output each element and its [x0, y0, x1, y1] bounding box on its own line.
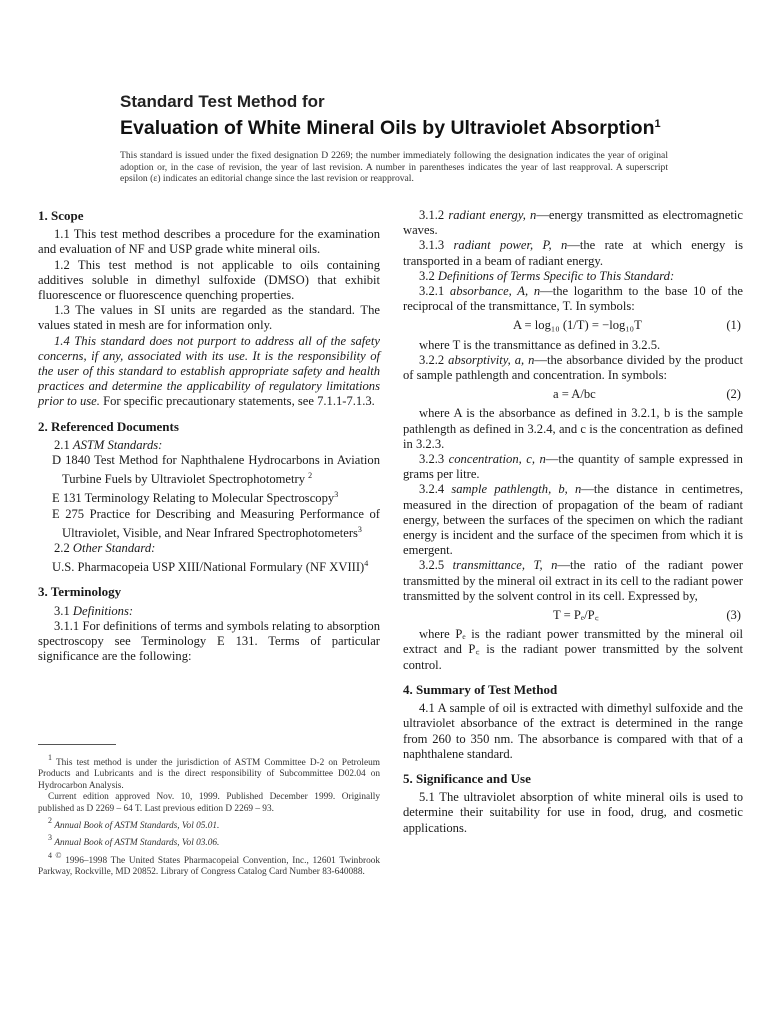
paragraph-3-1-1: 3.1.1 For definitions of terms and symbols relating to absorption spectroscopy see Terminology E 131. Terms of particular significance are the following:	[38, 618, 380, 664]
equation-number: (2)	[726, 387, 741, 402]
definition-text: —the logarithm to the base 10 of the reciprocal of the transmittance, T. In symbols:	[403, 284, 743, 314]
reference-d1840	[38, 453, 380, 487]
document-title	[120, 112, 680, 140]
footnote-mark: 1	[48, 753, 52, 762]
footnote-divider	[38, 744, 116, 745]
footnote-4	[38, 850, 380, 879]
definition-absorptivity	[403, 353, 743, 383]
left-column	[38, 208, 380, 664]
definition-text: —the rate at which energy is transported in a beam of radiant energy.	[403, 238, 743, 268]
reference-usp	[38, 556, 380, 575]
definition-term: concentration, c, n	[448, 452, 546, 467]
subheading-number: 2.2	[54, 541, 70, 556]
definition-text: —the quantity of sample expressed in grams per litre.	[403, 452, 743, 482]
definition-term: radiant power, P, n	[453, 238, 568, 253]
definition-absorbance	[403, 284, 743, 314]
subheading-2-2	[38, 541, 380, 556]
equation-1-where: where T is the transmittance as defined in 3.2.5.	[419, 337, 661, 352]
reference-text: U.S. Pharmacopeia USP XIII/National Formulary (NF XVIII)	[52, 560, 365, 575]
right-column	[403, 208, 743, 836]
definition-number: 3.2.4	[419, 482, 445, 497]
paragraph-1-1: 1.1 This test method describes a procedure for the examination and evaluation of NF and USP grade white mineral oils.	[38, 227, 380, 257]
paragraph-5-1: 5.1 The ultraviolet absorption of white mineral oils is used to determine their suitability for use in food, drug, and cosmetic applications.	[403, 790, 743, 835]
footnote-mark: 2	[308, 471, 313, 481]
footnote-mark: 2	[48, 816, 52, 826]
section-heading-referenced-documents: 2. Referenced Documents	[38, 418, 179, 434]
reference-text: E 131 Terminology Relating to Molecular Spectroscopy	[52, 491, 335, 506]
subheading-label: Definitions:	[72, 603, 134, 618]
definition-term: sample pathlength, b, n	[451, 482, 582, 497]
title-footnote-mark: 1	[654, 118, 661, 130]
footnote-text: 1996–1998 The United States Pharmacopeial Convention, Inc., 12601 Twinbrook Parkway, Rockville, MD 20852. Library of Congress Catalog Card Number 83-640088.	[38, 855, 381, 878]
reference-e131	[38, 487, 380, 506]
definition-transmittance	[403, 558, 743, 604]
safety-caveat: 1.4 This standard does not purport to address all of the safety concerns, if any, associated with its use. It is the responsibility of the user of this standard to establish appropriate safety and health practices and determine the applicability of regulatory limitations prior to use.	[38, 333, 380, 409]
equation-1	[403, 318, 743, 333]
reference-text: D 1840 Test Method for Naphthalene Hydrocarbons in Aviation Turbine Fuels by Ultraviolet Spectrophotometry	[52, 453, 380, 487]
subheading-number: 2.1	[54, 437, 70, 452]
footnote-2	[38, 815, 380, 832]
subheading-number: 3.2	[419, 268, 435, 283]
section-heading-summary: 4. Summary of Test Method	[403, 681, 558, 697]
subheading-label: Other Standard:	[72, 541, 156, 556]
definition-radiant-energy	[403, 208, 743, 238]
definition-sample-pathlength	[403, 482, 743, 558]
footnote-text: Annual Book of ASTM Standards, Vol 05.01.	[54, 821, 220, 832]
section-heading-scope: 1. Scope	[38, 208, 84, 223]
definition-number: 3.2.2	[419, 352, 445, 367]
paragraph-4-1: 4.1 A sample of oil is extracted with dimethyl sulfoxide and the ultraviolet absorbance of the extract is determined in the range from 260 to 350 nm. The absorbance is compared with that of a naphthalene standard.	[403, 701, 743, 761]
equation-number: (1)	[726, 318, 741, 333]
subheading-label: ASTM Standards:	[72, 437, 163, 452]
paragraph-1-2: 1.2 This test method is not applicable to oils containing additives soluble in dimethyl sulfoxide (DMSO) that exhibit fluorescence or fluorescence quenching properties.	[38, 257, 380, 303]
definition-number: 3.1.3	[419, 238, 445, 253]
safety-reference: For specific precautionary statements, see 7.1.1-7.1.3.	[99, 394, 375, 409]
equation-3	[403, 608, 743, 623]
title-block	[120, 92, 680, 140]
equation-number: (3)	[726, 608, 741, 623]
paragraph-1-4	[38, 334, 380, 410]
equation-2-where: where A is the absorbance as defined in 3.2.1, b is the sample pathlength as defined in 3.2.4, and c is the concentration as defined in 3.2.3.	[403, 406, 743, 451]
subheading-3-1	[38, 604, 380, 619]
definition-radiant-power	[403, 238, 743, 268]
definition-term: absorbance, A, n	[449, 284, 541, 299]
subheading-label: Definitions of Terms Specific to This Standard:	[437, 268, 675, 283]
subheading-number: 3.1	[54, 603, 70, 618]
definition-text: —the ratio of the radiant power transmitted by the mineral oil extract in its cell to the radiant power transmitted by the solvent control in its cell. Expressed by,	[403, 558, 743, 603]
section-heading-terminology: 3. Terminology	[38, 584, 122, 600]
footnote-text: Annual Book of ASTM Standards, Vol 03.06.	[54, 838, 220, 849]
definition-text: —energy transmitted as electromagnetic waves.	[403, 208, 744, 238]
equation-3-where: where Pₑ is the radiant power transmitted by the mineral oil extract and P꜀ is the radiant power transmitted by the solvent control.	[403, 627, 743, 672]
definition-concentration	[403, 452, 743, 482]
equation-2	[403, 387, 743, 402]
reference-e275	[38, 507, 380, 541]
title-line-1: Standard Test Method for	[120, 92, 325, 111]
equation-text: A = log₁₀ (1/T) = −log₁₀T	[513, 318, 642, 333]
footnote-mark: 4	[364, 559, 369, 569]
definition-number: 3.1.2	[419, 208, 445, 222]
footnote-mark: 3	[357, 524, 362, 534]
equation-text: a = A/bc	[553, 387, 596, 402]
definition-term: transmittance, T, n	[452, 558, 558, 573]
definition-term: absorptivity, a, n	[448, 352, 535, 367]
definition-text: —the distance in centimetres, measured in the direction of propagation of the beam of radiant energy, between the surfaces of the specimen on which the radiant energy is incident and the surface of the specimen from which it is emergent.	[403, 482, 743, 558]
designation-notice: This standard is issued under the fixed designation D 2269; the number immediately following the designation indicates the year of original adoption or, in the case of revision, the year of last revision. A number in parentheses indicates the year of last reapproval. A superscript epsilon (ε) indicates an editorial change since the last revision or reapproval.	[120, 150, 668, 184]
subheading-2-1	[38, 438, 380, 453]
footnotes	[38, 752, 380, 879]
footnote-1	[38, 752, 380, 792]
footnote-3	[38, 832, 380, 849]
footnote-mark: 3	[334, 490, 339, 500]
definition-number: 3.2.5	[419, 558, 445, 573]
paragraph-1-3: 1.3 The values in SI units are regarded as the standard. The values stated in mesh are for information only.	[38, 303, 380, 333]
definition-term: radiant energy, n	[448, 208, 537, 222]
footnote-1-edition: Current edition approved Nov. 10, 1999. Published December 1999. Originally published as D 2269 – 64 T. Last previous edition D 2269 – 93.	[38, 792, 380, 814]
section-heading-significance: 5. Significance and Use	[403, 770, 531, 786]
footnote-mark: 4 ©	[48, 850, 62, 860]
footnote-text: This test method is under the jurisdiction of ASTM Committee D-2 on Petroleum Products and Lubricants and is the direct responsibility of Subcommittee D02.04 on Hydrocarbon Analysis.	[38, 758, 381, 791]
definition-number: 3.2.3	[419, 452, 445, 467]
title-text: Evaluation of White Mineral Oils by Ultraviolet Absorption	[120, 117, 655, 139]
footnote-mark: 3	[48, 833, 52, 843]
equation-text: T = Pₑ/P꜀	[553, 608, 599, 623]
definition-number: 3.2.1	[419, 284, 445, 299]
reference-text: E 275 Practice for Describing and Measuring Performance of Ultraviolet, Visible, and Near Infrared Spectrophotometers	[52, 506, 380, 540]
definition-text: —the absorbance divided by the product of sample pathlength and concentration. In symbols:	[403, 352, 743, 383]
subheading-3-2	[403, 269, 743, 284]
